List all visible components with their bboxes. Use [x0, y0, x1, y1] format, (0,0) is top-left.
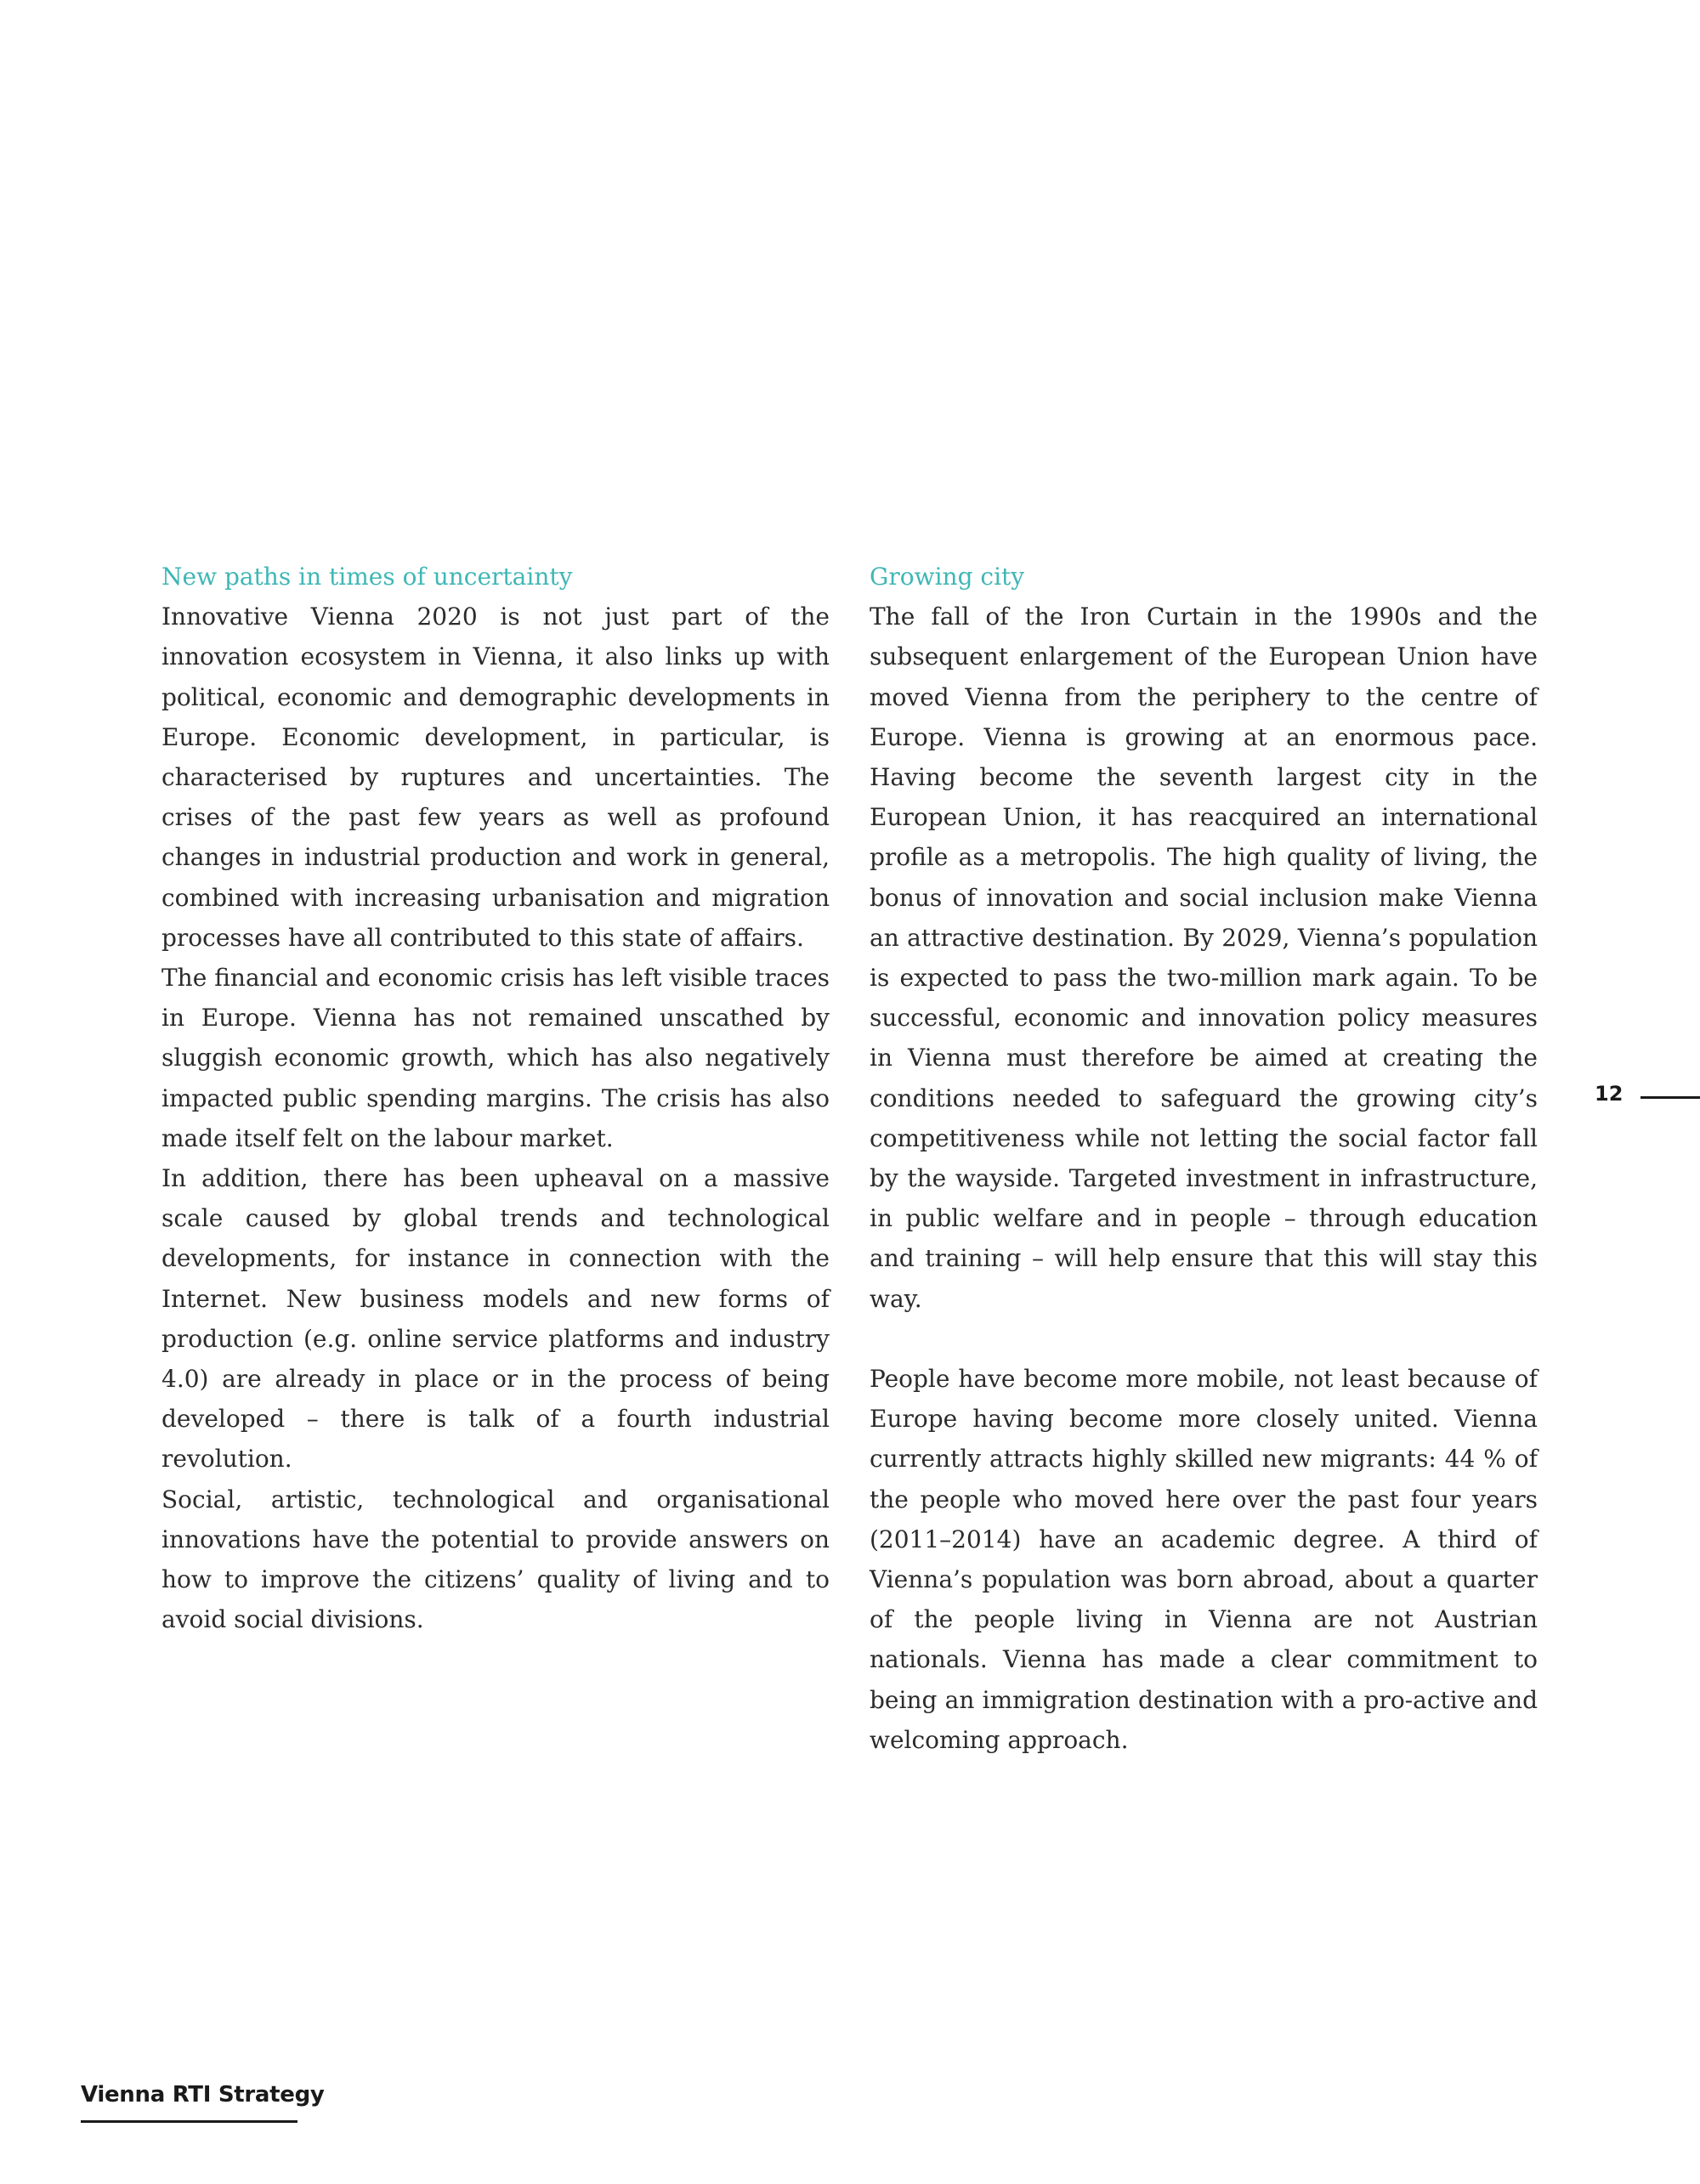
body-paragraph: Innovative Vienna 2020 is not just part of the innovation ecosystem in Vienna, it also links up with political, economic and demographic developments in Europe. Economic development, in particular, is characterised by ruptures and uncertainties. The crises of the past few years as well as profound changes in industrial production and work in general, combined with increasing urbanisation and migration processes have all contributed to this state of affairs. [162, 603, 830, 952]
body-paragraph: Social, artistic, technological and organisational innovations have the potential to provide answers on how to improve the citizens’ quality of living and to avoid social divisions. [162, 1485, 830, 1634]
left-column [162, 557, 830, 1639]
section-heading-new-paths: New paths in times of uncertainty [162, 563, 573, 591]
page-number: 12 [1595, 1082, 1624, 1106]
body-paragraph: People have become more mobile, not least because of Europe having become more closely united. Vienna currently attracts highly skilled new migrants: 44 % of the people who moved here over the past four years (2011–2014) have an academic degree. A third of Vienna’s population was born abroad, about a quarter of the people living in Vienna are not Austrian nationals. Vienna has made a clear commitment to being an immigration destination with a pro-active and welcoming approach. [870, 1365, 1538, 1754]
footer-title: Vienna RTI Strategy [81, 2082, 325, 2108]
body-paragraph: In addition, there has been upheaval on a massive scale caused by global trends and technological developments, for instance in connection with the Internet. New business models and new forms of production (e.g. online service platforms and industry 4.0) are already in place or in the process of being developed – there is talk of a fourth industrial revolution. [162, 1164, 830, 1474]
section-heading-growing-city: Growing city [870, 563, 1025, 591]
right-column [870, 557, 1538, 1760]
paragraph-spacer [870, 1319, 1538, 1359]
body-paragraph: The financial and economic crisis has left visible traces in Europe. Vienna has not remained unscathed by sluggish economic growth, which has also negatively impacted public spending margins. The crisis has also made itself felt on the labour market. [162, 964, 830, 1152]
body-paragraph: The fall of the Iron Curtain in the 1990s and the subsequent enlargement of the European Union have moved Vienna from the periphery to the centre of Europe. Vienna is growing at an enormous pace. Having become the seventh largest city in the European Union, it has reacquired an international profile as a metropolis. The high quality of living, the bonus of innovation and social inclusion make Vienna an attractive destination. By 2029, Vienna’s population is expected to pass the two-million mark again. To be successful, economic and innovation policy measures in Vienna must therefore be aimed at creating the conditions needed to safeguard the growing city’s competitiveness while not letting the social factor fall by the wayside. Targeted investment in infrastructure, in public welfare and in people – through education and training – will help ensure that this will stay this way. [870, 603, 1538, 1313]
footer-rule [81, 2120, 298, 2123]
page-number-rule [1640, 1096, 1700, 1099]
